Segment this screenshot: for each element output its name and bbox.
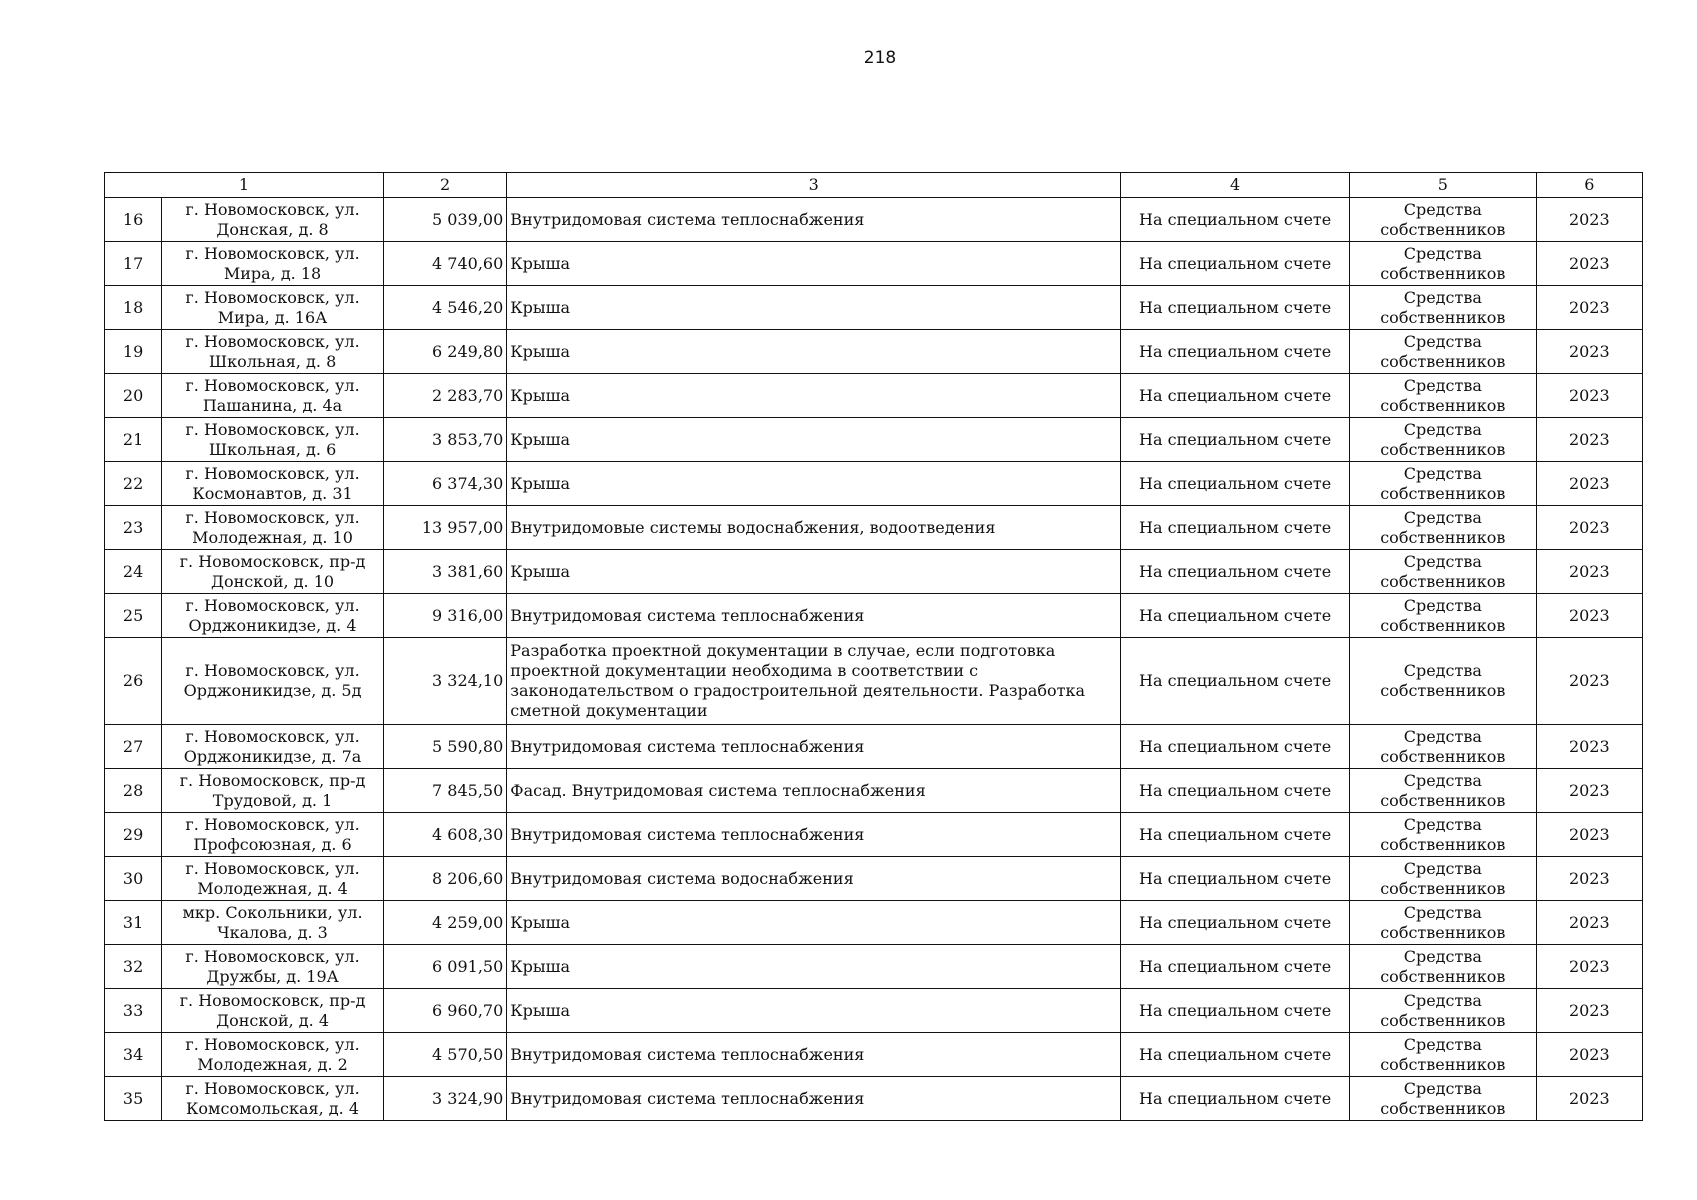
row-number: 21 xyxy=(105,418,162,462)
table-body xyxy=(105,198,1643,1121)
address-cell: г. Новомосковск, ул. Профсоюзная, д. 6 xyxy=(162,813,384,857)
row-number: 31 xyxy=(105,901,162,945)
address-cell: г. Новомосковск, ул. Молодежная, д. 2 xyxy=(162,1033,384,1077)
row-number: 30 xyxy=(105,857,162,901)
work-type-cell: Крыша xyxy=(507,286,1121,330)
year-cell: 2023 xyxy=(1536,286,1642,330)
funding-source-cell: Средства собственников xyxy=(1350,418,1537,462)
repair-register-table xyxy=(104,172,1643,1121)
area-cell: 7 845,50 xyxy=(383,769,506,813)
address-cell: г. Новомосковск, ул. Дружбы, д. 19А xyxy=(162,945,384,989)
funding-source-cell: Средства собственников xyxy=(1350,725,1537,769)
funding-source-cell: Средства собственников xyxy=(1350,198,1537,242)
row-number: 19 xyxy=(105,330,162,374)
area-cell: 2 283,70 xyxy=(383,374,506,418)
funding-source-cell: Средства собственников xyxy=(1350,242,1537,286)
address-cell: г. Новомосковск, пр-д Трудовой, д. 1 xyxy=(162,769,384,813)
table-row xyxy=(105,901,1643,945)
area-cell: 3 324,10 xyxy=(383,638,506,725)
table-row xyxy=(105,638,1643,725)
area-cell: 13 957,00 xyxy=(383,506,506,550)
funding-source-cell: Средства собственников xyxy=(1350,462,1537,506)
funding-source-cell: Средства собственников xyxy=(1350,989,1537,1033)
account-type-cell: На специальном счете xyxy=(1121,725,1350,769)
funding-source-cell: Средства собственников xyxy=(1350,769,1537,813)
year-cell: 2023 xyxy=(1536,901,1642,945)
area-cell: 6 249,80 xyxy=(383,330,506,374)
area-cell: 4 259,00 xyxy=(383,901,506,945)
funding-source-cell: Средства собственников xyxy=(1350,857,1537,901)
column-header-1: 1 xyxy=(105,173,384,198)
address-cell: г. Новомосковск, пр-д Донской, д. 10 xyxy=(162,550,384,594)
column-header-5: 5 xyxy=(1350,173,1537,198)
area-cell: 4 740,60 xyxy=(383,242,506,286)
work-type-cell: Внутридомовая система теплоснабжения xyxy=(507,1033,1121,1077)
row-number: 28 xyxy=(105,769,162,813)
row-number: 33 xyxy=(105,989,162,1033)
year-cell: 2023 xyxy=(1536,594,1642,638)
table-row xyxy=(105,594,1643,638)
address-cell: г. Новомосковск, ул. Мира, д. 16А xyxy=(162,286,384,330)
work-type-cell: Внутридомовая система теплоснабжения xyxy=(507,594,1121,638)
table-row xyxy=(105,769,1643,813)
account-type-cell: На специальном счете xyxy=(1121,1077,1350,1121)
address-cell: г. Новомосковск, ул. Молодежная, д. 4 xyxy=(162,857,384,901)
row-number: 25 xyxy=(105,594,162,638)
funding-source-cell: Средства собственников xyxy=(1350,901,1537,945)
funding-source-cell: Средства собственников xyxy=(1350,550,1537,594)
funding-source-cell: Средства собственников xyxy=(1350,813,1537,857)
area-cell: 4 546,20 xyxy=(383,286,506,330)
table-row xyxy=(105,550,1643,594)
table-row xyxy=(105,418,1643,462)
page-number: 218 xyxy=(863,48,897,68)
area-cell: 3 853,70 xyxy=(383,418,506,462)
funding-source-cell: Средства собственников xyxy=(1350,374,1537,418)
table-row xyxy=(105,813,1643,857)
address-cell: г. Новомосковск, ул. Мира, д. 18 xyxy=(162,242,384,286)
address-cell: г. Новомосковск, ул. Донская, д. 8 xyxy=(162,198,384,242)
address-cell: г. Новомосковск, ул. Пашанина, д. 4а xyxy=(162,374,384,418)
table-row xyxy=(105,462,1643,506)
address-cell: г. Новомосковск, ул. Орджоникидзе, д. 7а xyxy=(162,725,384,769)
work-type-cell: Внутридомовая система водоснабжения xyxy=(507,857,1121,901)
row-number: 22 xyxy=(105,462,162,506)
row-number: 34 xyxy=(105,1033,162,1077)
year-cell: 2023 xyxy=(1536,638,1642,725)
year-cell: 2023 xyxy=(1536,989,1642,1033)
work-type-cell: Крыша xyxy=(507,550,1121,594)
row-number: 29 xyxy=(105,813,162,857)
row-number: 17 xyxy=(105,242,162,286)
funding-source-cell: Средства собственников xyxy=(1350,286,1537,330)
table-row xyxy=(105,1077,1643,1121)
area-cell: 4 608,30 xyxy=(383,813,506,857)
account-type-cell: На специальном счете xyxy=(1121,1033,1350,1077)
table-header xyxy=(105,173,1643,198)
area-cell: 3 381,60 xyxy=(383,550,506,594)
table-row xyxy=(105,506,1643,550)
row-number: 23 xyxy=(105,506,162,550)
year-cell: 2023 xyxy=(1536,374,1642,418)
row-number: 27 xyxy=(105,725,162,769)
funding-source-cell: Средства собственников xyxy=(1350,506,1537,550)
account-type-cell: На специальном счете xyxy=(1121,945,1350,989)
row-number: 35 xyxy=(105,1077,162,1121)
column-header-4: 4 xyxy=(1121,173,1350,198)
work-type-cell: Крыша xyxy=(507,242,1121,286)
year-cell: 2023 xyxy=(1536,506,1642,550)
work-type-cell: Крыша xyxy=(507,901,1121,945)
table-row xyxy=(105,857,1643,901)
area-cell: 5 039,00 xyxy=(383,198,506,242)
account-type-cell: На специальном счете xyxy=(1121,769,1350,813)
account-type-cell: На специальном счете xyxy=(1121,901,1350,945)
account-type-cell: На специальном счете xyxy=(1121,462,1350,506)
account-type-cell: На специальном счете xyxy=(1121,857,1350,901)
area-cell: 9 316,00 xyxy=(383,594,506,638)
table-row xyxy=(105,330,1643,374)
address-cell: г. Новомосковск, ул. Комсомольская, д. 4 xyxy=(162,1077,384,1121)
work-type-cell: Крыша xyxy=(507,462,1121,506)
area-cell: 8 206,60 xyxy=(383,857,506,901)
area-cell: 6 960,70 xyxy=(383,989,506,1033)
table-row xyxy=(105,945,1643,989)
table-row xyxy=(105,374,1643,418)
address-cell: г. Новомосковск, пр-д Донской, д. 4 xyxy=(162,989,384,1033)
account-type-cell: На специальном счете xyxy=(1121,550,1350,594)
address-cell: мкр. Сокольники, ул. Чкалова, д. 3 xyxy=(162,901,384,945)
table-row xyxy=(105,725,1643,769)
row-number: 26 xyxy=(105,638,162,725)
table-row xyxy=(105,198,1643,242)
work-type-cell: Фасад. Внутридомовая система теплоснабжения xyxy=(507,769,1121,813)
account-type-cell: На специальном счете xyxy=(1121,813,1350,857)
row-number: 18 xyxy=(105,286,162,330)
year-cell: 2023 xyxy=(1536,330,1642,374)
area-cell: 6 374,30 xyxy=(383,462,506,506)
work-type-cell: Крыша xyxy=(507,374,1121,418)
year-cell: 2023 xyxy=(1536,462,1642,506)
table-row xyxy=(105,989,1643,1033)
work-type-cell: Разработка проектной документации в случае, если подготовка проектной документации необходима в соответствии с законодательством о градостроительной деятельности. Разработка сметной документации xyxy=(507,638,1121,725)
row-number: 20 xyxy=(105,374,162,418)
year-cell: 2023 xyxy=(1536,242,1642,286)
column-header-6: 6 xyxy=(1536,173,1642,198)
work-type-cell: Крыша xyxy=(507,418,1121,462)
account-type-cell: На специальном счете xyxy=(1121,638,1350,725)
work-type-cell: Внутридомовая система теплоснабжения xyxy=(507,198,1121,242)
year-cell: 2023 xyxy=(1536,550,1642,594)
year-cell: 2023 xyxy=(1536,725,1642,769)
account-type-cell: На специальном счете xyxy=(1121,242,1350,286)
area-cell: 5 590,80 xyxy=(383,725,506,769)
address-cell: г. Новомосковск, ул. Космонавтов, д. 31 xyxy=(162,462,384,506)
account-type-cell: На специальном счете xyxy=(1121,506,1350,550)
account-type-cell: На специальном счете xyxy=(1121,418,1350,462)
account-type-cell: На специальном счете xyxy=(1121,374,1350,418)
account-type-cell: На специальном счете xyxy=(1121,989,1350,1033)
year-cell: 2023 xyxy=(1536,769,1642,813)
work-type-cell: Внутридомовые системы водоснабжения, водоотведения xyxy=(507,506,1121,550)
account-type-cell: На специальном счете xyxy=(1121,594,1350,638)
account-type-cell: На специальном счете xyxy=(1121,198,1350,242)
funding-source-cell: Средства собственников xyxy=(1350,638,1537,725)
table-row xyxy=(105,286,1643,330)
address-cell: г. Новомосковск, ул. Школьная, д. 6 xyxy=(162,418,384,462)
year-cell: 2023 xyxy=(1536,1033,1642,1077)
funding-source-cell: Средства собственников xyxy=(1350,594,1537,638)
account-type-cell: На специальном счете xyxy=(1121,286,1350,330)
account-type-cell: На специальном счете xyxy=(1121,330,1350,374)
column-header-3: 3 xyxy=(507,173,1121,198)
table-row xyxy=(105,242,1643,286)
work-type-cell: Крыша xyxy=(507,989,1121,1033)
work-type-cell: Крыша xyxy=(507,330,1121,374)
work-type-cell: Внутридомовая система теплоснабжения xyxy=(507,725,1121,769)
year-cell: 2023 xyxy=(1536,813,1642,857)
row-number: 16 xyxy=(105,198,162,242)
address-cell: г. Новомосковск, ул. Орджоникидзе, д. 5д xyxy=(162,638,384,725)
address-cell: г. Новомосковск, ул. Орджоникидзе, д. 4 xyxy=(162,594,384,638)
year-cell: 2023 xyxy=(1536,198,1642,242)
area-cell: 3 324,90 xyxy=(383,1077,506,1121)
row-number: 24 xyxy=(105,550,162,594)
work-type-cell: Внутридомовая система теплоснабжения xyxy=(507,813,1121,857)
address-cell: г. Новомосковск, ул. Школьная, д. 8 xyxy=(162,330,384,374)
table-row xyxy=(105,1033,1643,1077)
funding-source-cell: Средства собственников xyxy=(1350,1077,1537,1121)
funding-source-cell: Средства собственников xyxy=(1350,1033,1537,1077)
funding-source-cell: Средства собственников xyxy=(1350,330,1537,374)
year-cell: 2023 xyxy=(1536,418,1642,462)
address-cell: г. Новомосковск, ул. Молодежная, д. 10 xyxy=(162,506,384,550)
work-type-cell: Внутридомовая система теплоснабжения xyxy=(507,1077,1121,1121)
year-cell: 2023 xyxy=(1536,1077,1642,1121)
row-number: 32 xyxy=(105,945,162,989)
area-cell: 4 570,50 xyxy=(383,1033,506,1077)
area-cell: 6 091,50 xyxy=(383,945,506,989)
work-type-cell: Крыша xyxy=(507,945,1121,989)
year-cell: 2023 xyxy=(1536,857,1642,901)
column-header-2: 2 xyxy=(383,173,506,198)
funding-source-cell: Средства собственников xyxy=(1350,945,1537,989)
year-cell: 2023 xyxy=(1536,945,1642,989)
header-row xyxy=(105,173,1643,198)
